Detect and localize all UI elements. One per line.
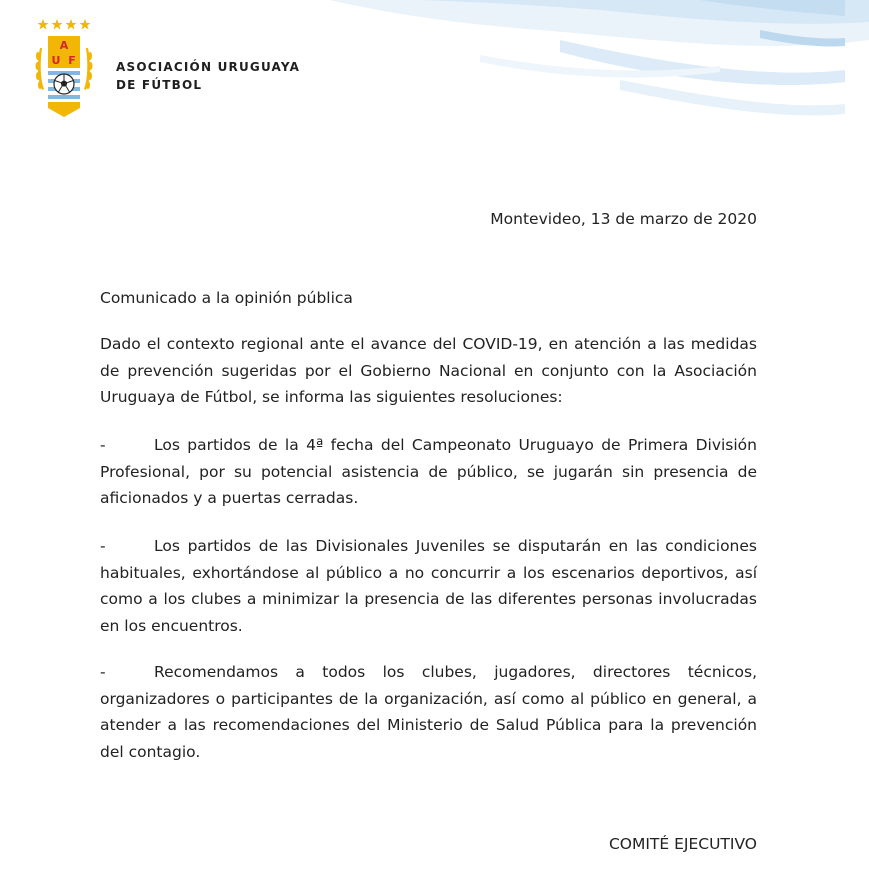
bullet-dash: - xyxy=(100,537,106,555)
org-name-line1: ASOCIACIÓN URUGUAYA xyxy=(116,60,301,74)
letter-title: Comunicado a la opinión pública xyxy=(100,289,353,307)
resolution-item-2 xyxy=(100,533,757,639)
signature: COMITÉ EJECUTIVO xyxy=(608,835,757,853)
resolution-text: Los partidos de la 4ª fecha del Campeonato Uruguayo de Primera División Profesional, por su potencial asistencia de público, se jugarán sin presencia de aficionados y a puertas cerradas. xyxy=(100,436,757,507)
org-name-line2: DE FÚTBOL xyxy=(116,78,203,92)
bullet-dash: - xyxy=(100,663,106,681)
svg-text:F: F xyxy=(68,54,76,67)
stars-icon xyxy=(38,19,91,30)
svg-text:A: A xyxy=(59,39,69,52)
resolution-item-3 xyxy=(100,659,757,765)
resolution-text: Los partidos de las Divisionales Juveniles se disputarán en las condiciones habituales, exhortándose al público a no concurrir a los escenarios deportivos, así como a los clubes a minimizar la presencia de las diferentes personas involucradas en los encuentros. xyxy=(100,537,757,635)
laurel-right-icon xyxy=(84,48,93,90)
svg-text:U: U xyxy=(51,54,61,67)
org-name xyxy=(116,58,300,94)
laurel-left-icon xyxy=(36,48,45,90)
football-icon xyxy=(54,74,74,94)
auf-crest-logo xyxy=(34,18,94,120)
resolution-item-1 xyxy=(100,432,757,512)
letter-intro: Dado el contexto regional ante el avance del COVID-19, en atención a las medidas de prevención sugeridas por el Gobierno Nacional en conjunto con la Asociación Uruguaya de Fútbol, se informa las siguientes resoluciones: xyxy=(100,335,757,406)
resolution-text: Recomendamos a todos los clubes, jugadores, directores técnicos, organizadores o participantes de la organización, así como al público en general, a atender a las recomendaciones del Ministerio de Salud Pública para la prevención del contagio. xyxy=(100,663,757,761)
letter-date: Montevideo, 13 de marzo de 2020 xyxy=(490,210,757,228)
bullet-dash: - xyxy=(100,436,106,454)
